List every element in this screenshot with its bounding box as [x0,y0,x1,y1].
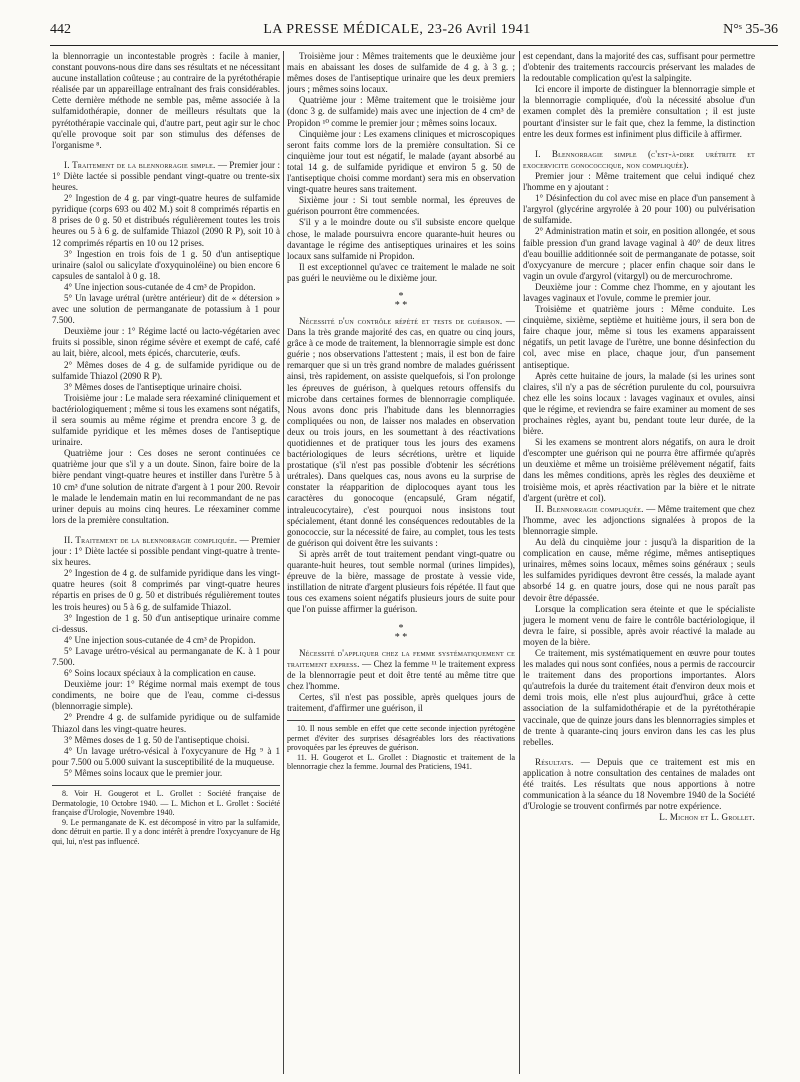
paragraph: 2° Ingestion de 4 g. par vingt-quatre heures de sulfamide pyridique (corps 693 ou 402 M.) soit 8 comprimés répartis en 8 prises de 0 g. 50 et distribués régulièrement toutes les trois heures ou 5 à 6 g. de sulfamide Thiazol (2090 R P), soit 10 à 12 comprimés répartis en 10 ou 12 prises. [52,193,280,248]
paragraph: Deuxième jour : Comme chez l'homme, en y ajoutant les lavages vaginaux et l'ovule, comme le premier jour. [523,281,755,303]
paragraph: Ici encore il importe de distinguer la blennorragie simple et la blennorragie compliquée, d'où la nécessité absolue d'un examen complet dès la première consultation ; il est juste pourtant d'insister sur le fait que, chez la femme, la distinction entre les deux formes est infiniment plus difficile à affirmer. [523,84,755,139]
section-heading: II. Blennorragie compliquée. [535,503,644,514]
paragraph: 2° Prendre 4 g. de sulfamide pyridique ou de sulfamide Thiazol dans les vingt-quatre heures. [52,712,280,734]
section-body [523,757,755,812]
section-heading: I. Blennorragie simple (c'est-à-dire urétrite et exocervicite gonococcique, non compliquée). [523,148,755,170]
section-separator: * * * [394,290,408,311]
section-text: — Même traitement que chez l'homme, avec les adjonctions signalées à propos de la blennorragie simple. [523,503,755,536]
section-heading: Résultats. [535,756,574,767]
footnote: 8. Voir H. Gougerot et L. Grollet : Société française de Dermatologie, 10 Octobre 1940. — L. Michon et L. Grollet : Société française d'Urologie, Novembre 1940. [52,789,280,818]
paragraph: 5° Lavage urétro-vésical au permanganate de K. à 1 pour 7.500. [52,645,280,667]
paragraph: Deuxième jour: 1° Régime normal mais exempt de tous condiments, ne boire que de l'eau, comme ci-dessus (blennorragie simple). [52,679,280,712]
paragraph: 5° Mêmes soins locaux que le premier jour. [64,767,223,778]
column-middle [287,51,515,1074]
page-number: 442 [50,22,71,37]
author-signature: L. Michon et L. Grollet. [659,812,755,823]
paragraph: Troisième jour : Mêmes traitements que le deuxième jour mais en abaissant les doses de sulfamide de 4 g. à 3 g. ; mêmes doses de l'antiseptique urinaire que les deux premiers jours ; mêmes soins locaux. [287,51,515,95]
paragraph: Au delà du cinquième jour : jusqu'à la disparition de la complication en cause, même régime, mêmes antiseptiques urinaires, mêmes soins locaux, mêmes soins généraux ; seuls les sulfamides pyridiques devront être cessés, la malade ayant absorbé 14 g. en quatre jours, dose qui ne nous paraît pas devoir être dépassée. [523,537,755,603]
footnotes [287,720,515,772]
section-body [287,648,515,692]
paragraph: Quatrième jour : Ces doses ne seront continuées ce quatrième jour que s'il y a un doute. Sinon, faire boire de la bière pendant vingt-quatre heures et instiller dans l'urètre 5 à 10 cm³ d'une solution de nitrate d'argent à 1 pour 200. Revoir le malade le lendemain matin en lui recommandant de ne pas uriner depuis au moins cinq heures. Le réexaminer comme lors de la première consultation. [52,448,280,525]
paragraph: Troisième jour : Le malade sera réexaminé cliniquement et bactériologiquement ; même si tous les examens sont négatifs, il sera soumis au même régime et prendra encore 3 g. de sulfamide pyridique et les mêmes doses de l'antiseptique urinaire. [52,392,280,448]
section-body [52,535,280,568]
paragraph: 2° Administration matin et soir, en position allongée, et sous faible pression d'un grand lavage vaginal à 40° de deux litres d'eau bouillie additionnée soit de permanganate de potasse, soit d'oxycyanure de mercure ; placer enfin chaque soir dans le vagin un ovule d'argyrol (vitargyl) ou de mercurochrome. [523,226,755,281]
column-divider [283,51,284,1074]
paragraph: S'il y a le moindre doute ou s'il subsiste encore quelque chose, le malade poursuivra encore quarante-huit heures ou davantage le régime des antiseptiques urinaires et les soins locaux sans sulfamide ni Propidon. [287,217,515,261]
section-body [523,504,755,537]
page-header [50,22,778,46]
column-right [523,51,755,1074]
paragraph: Sixième jour : Si tout semble normal, les épreuves de guérison pourront être commencées. [287,195,515,217]
footnote: 10. Il nous semble en effet que cette seconde injection pyrétogène permet d'éviter des surprises désagréables lors des réactivations provoquées par les épreuves de guérison. [287,724,515,753]
column-left [52,51,280,1074]
paragraph: 5° Un lavage urétral (urètre antérieur) dit de « détersion » avec une solution de permanganate de potassium à 1 pour 7.500. [52,292,280,326]
paragraph: 3° Ingestion de 1 g. 50 d'un antiseptique urinaire comme ci-dessus. [52,612,280,634]
section-intro: — Premier jour : 1° Diète lactée si possible pendant vingt-quatre à trente-six heures. [52,534,280,568]
section-intro: — Premier jour : 1° Diète lactée si possible pendant vingt-quatre ou trente-six heures. [52,159,280,193]
paragraph: 4° Une injection sous-cutanée de 4 cm³ de Propidon. [64,281,256,292]
paragraph: 3° Mêmes doses de l'antiseptique urinaire choisi. [64,381,242,392]
paragraph: 1° Désinfection du col avec mise en place d'un pansement à l'argyrol (glycérine argyrolée à 20 pour 100) ou pulvérisation de sulfamide. [523,193,755,226]
paragraph: Lorsque la complication sera éteinte et que le spécialiste jugera le moment venu de faire le contrôle bactériologique, il devra le faire, si possible, après avoir réactivé la malade au moyen de la bière. [523,603,755,647]
paragraph: 3° Ingestion en trois fois de 1 g. 50 d'un antiseptique urinaire (salol ou salicylate d'oxyquinoléine) ou bien encore 6 capsules de santalol à 0 g. 18. [52,248,280,281]
paragraph: Il est exceptionnel qu'avec ce traitement le malade ne soit pas guéri le neuvième ou le dixième jour. [287,261,515,283]
paragraph: Quatrième jour : Même traitement que le troisième jour (donc 3 g. de sulfamide) mais avec une injection de 4 cm³ de Propidon ¹⁰ comme le premier jour ; mêmes soins locaux. [287,95,515,128]
section-body [52,160,280,193]
paragraph: Certes, s'il n'est pas possible, après quelques jours de traitement, d'affirmer une guérison, il [287,691,515,713]
paragraph: 6° Soins locaux spéciaux à la complication en cause. [64,668,256,679]
section-text: — Depuis que ce traitement est mis en application à notre consultation des centaines de malades ont été traités. Les résultats que nous apportions à notre communication à la séance du 18 Novembre 1940 de la Société d'Urologie se trouvent confirmés par notre expérience. [523,756,755,812]
footnotes [52,785,280,847]
issue-number: N°ˢ 35-36 [723,22,778,37]
paragraph: 2° Mêmes doses de 4 g. de sulfamide pyridique ou de sulfamide Thiazol (2090 R P). [52,359,280,381]
paragraph: Après cette huitaine de jours, la malade (si les urines sont claires, s'il n'y a pas de sécrétion purulente du col, poursuivra chez elle les soins locaux : lavages vaginaux et ovules, ainsi que le régime, et reviendra se faire examiner au moment de ses prochaines règles, ayant bu, pendant toute leur durée, de la bière. [523,370,755,437]
footnote: 11. H. Gougerot et L. Grollet : Diagnostic et traitement de la blennorragie chez la femme. Journal des Praticiens, 1941. [287,752,515,772]
paragraph: Si après arrêt de tout traitement pendant vingt-quatre ou quarante-huit heures, tout semble normal (urines limpides), épreuve de la bière, massage de prostate à vessie vide, instillation de nitrate d'argent plusieurs fois répétée. Il faut que tous ces examens soient négatifs plusieurs jours de suite pour que l'on puisse affirmer la guérison. [287,548,515,615]
section-separator: * * * [394,622,408,643]
section-body [287,316,515,549]
paragraph: 3° Mêmes doses de 1 g. 50 de l'antiseptique choisi. [64,734,250,745]
paragraph: Deuxième jour : 1° Régime lacté ou lacto-végétarien avec fruits si possible, sinon régime sévère et exempt de café, café au lait, bière, alcool, mets épicés, charcuterie, œufs. [52,326,280,359]
journal-title: LA PRESSE MÉDICALE, 23-26 Avril 1941 [263,22,531,37]
footnote: 9. Le permanganate de K. est décomposé in vitro par la sulfamide, donc détruit en partie. Il y a donc intérêt à prendre l'oxycyanure de Hg qui, lui, n'est pas influencé. [52,817,280,846]
column-divider [519,51,520,1074]
paragraph: 2° Ingestion de 4 g. de sulfamide pyridique dans les vingt-quatre heures (soit 8 comprimés par vingt-quatre heures répartis en prises de 0 g. 50 et distribués régulièrement toutes les trois heures) ou 5 à 6 g. de sulfamide Thiazol. [52,568,280,612]
paragraph: Troisième et quatrième jours : Même conduite. Les cinquième, sixième, septième et huitième jours, il sera bon de faire chaque jour, même si tous les examens apparaissent négatifs, un petit lavage de l'urètre, une bonne désinfection du col, avec mise en place, chaque jour, d'un pansement antiseptique. [523,304,755,370]
section-heading: Nécessité d'appliquer chez la femme systématiquement ce traitement express. [287,647,515,669]
section-heading: II. Traitement de la blennorragie compliquée. [64,534,238,545]
section-text: — Dans la très grande majorité des cas, en quatre ou cinq jours, grâce à ce mode de traitement, la blennorragie simple est donc guérie ; nos observations l'attestent ; mais, il est bon de faire remarquer que si un très grand nombre de malades guérissent ainsi, très rapidement, on assiste quelquefois, si l'on prolonge les épreuves de guérison, à quelques retours offensifs du microbe dans certaines formes de blennorragie compliquée. Nous avons donc pris l'habitude dans les blennorragies compliquées ou non, de laisser nos malades en observation deux ou trois jours, en les soumettant à des réactivations quotidiennes et de pratiquer tous les jours des examens bactériologiques de leurs sécrétions, urètre et liquide prostatique (s'il n'est pas possible d'obtenir les sécrétions urétrales). Dans quelques cas, nous avons eu la surprise de constater la réapparition de diplocoques ayant tous les caractères du gonocoque (encapsulé, Gram négatif, intraleucocytaire), c'est pourquoi nous insistons tout spécialement, étant donné les conséquences redoutables de la gonococcie, sur la nécessité de faire, au complet, tous les tests de guérison qui doivent être les suivants : [287,315,515,548]
paragraph: est cependant, dans la majorité des cas, suffisant pour permettre d'obtenir des traitements raccourcis préservant les malades de la redoutable complication qu'est la salpingite. [523,51,755,84]
section-heading: Nécessité d'un contrôle répété et tests de guérison. [299,315,503,326]
paragraph: 4° Un lavage urétro-vésical à l'oxycyanure de Hg ⁹ à 1 pour 7.500 ou 5.000 suivant la susceptibilité de la muqueuse. [52,745,280,767]
paragraph: la blennorragie un incontestable progrès : facile à manier, constant pouvons-nous dire dans ses résultats et ne nécessitant aucune installation coûteuse ; au contraire de la pyrétothérapie réalisée par un appareillage entraînant des frais considérables. Cette dernière méthode ne semble pas, même associée à la sulfamidothérapie, donner de meilleurs résultats que la pyrétothérapie vaccinale qui, d'autre part, peut agir sur le choc qu'elle provoque soit par son stimulus des défenses de l'organisme ⁸. [52,51,280,150]
section-heading: I. Traitement de la blennorragie simple. [64,159,216,170]
paragraph: Ce traitement, mis systématiquement en œuvre pour toutes les malades qui nous sont confiées, nous a permis de raccourcir le traitement dans des proportions importantes. Alors qu'autrefois la durée du traitement était d'environ deux mois et demi trois mois, elle n'est plus aujourd'hui, grâce à cette association de la sulfamidothérapie et de la pyrétothérapie vaccinale, que de quinze jours dans les blennorragies simples et de trente à quarante-cinq jours environ dans les cas les plus rebelles. [523,647,755,747]
paragraph: Si les examens se montrent alors négatifs, on aura le droit d'escompter une guérison qui ne pourra être affirmée qu'après un deuxième et même un troisième prélèvement négatif, faits dans les mêmes conditions, après les règles des deuxième et troisième mois, et après réactivation par la bière et le nitrate d'argent (urètre et col). [523,437,755,503]
section-text: — Chez la femme ¹¹ le traitement express de la blennorragie peut et doit être tenté au même titre que chez l'homme. [287,658,515,691]
paragraph: Premier jour : Même traitement que celui indiqué chez l'homme en y ajoutant : [523,170,755,193]
paragraph: Cinquième jour : Les examens cliniques et microscopiques seront faits comme lors de la première consultation. Si ce cinquième jour tout est négatif, le malade (ayant absorbé au total 14 g. de sulfamide pyridique et environ 5 g. 50 de l'antiseptique choisi comme mordant) sera mis en observation vingt-quatre heures sans traitement. [287,128,515,195]
paragraph: 4° Une injection sous-cutanée de 4 cm³ de Propidon. [64,634,256,645]
